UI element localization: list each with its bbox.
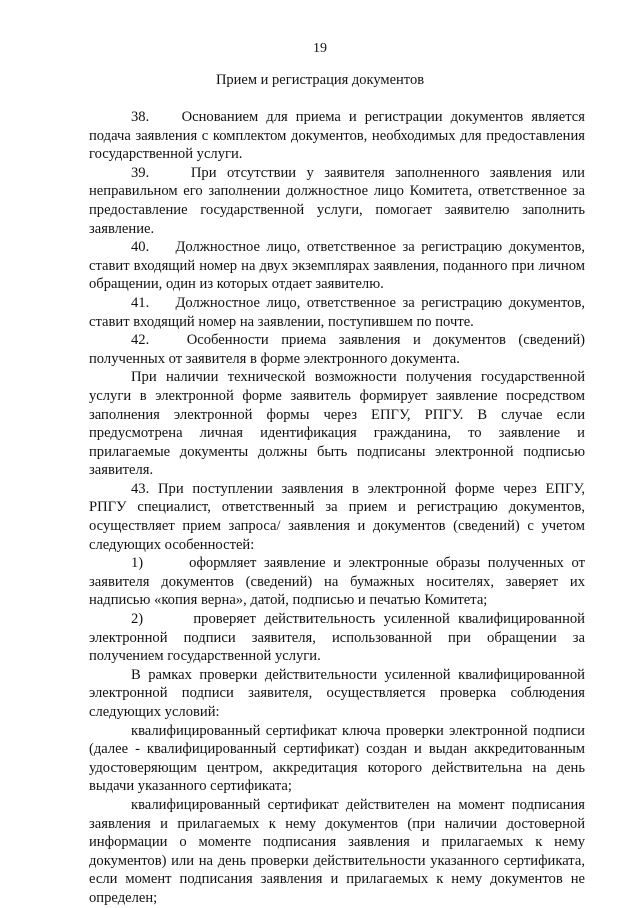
paragraph-signature-check: В рамках проверки действительности усиленной квалифицированной электронной подписи заявителя, осуществляется проверка соблюдения следующих условий:	[89, 666, 585, 720]
paragraph-39: 39. При отсутствии у заявителя заполненного заявления или неправильном его заполнении должностное лицо Комитета, ответственное за предоставление государственной услуги, помогает заявителю заполнить заявление.	[89, 164, 585, 237]
paragraph-40: 40. Должностное лицо, ответственное за регистрацию документов, ставит входящий номер на двух экземплярах заявления, поданного при личном обращении, один из которых отдает заявителю.	[89, 239, 585, 293]
paragraph-42: 42. Особенности приема заявления и документов (сведений) полученных от заявителя в форме электронного документа.	[89, 332, 585, 367]
paragraph-43: 43. При поступлении заявления в электронной форме через ЕПГУ, РПГУ специалист, ответственный за прием и регистрацию документов, осуществляет прием запроса/ заявления и документов (сведений) с учетом следующих особенностей:	[89, 480, 585, 553]
section-title: Прием и регистрация документов	[215, 72, 425, 88]
paragraph-38: 38. Основанием для приема и регистрации документов является подача заявления с комплектом документов, необходимых для предоставления государственной услуги.	[89, 109, 585, 163]
paragraph-condition-1: квалифицированный сертификат ключа проверки электронной подписи (далее - квалифицированный сертификат) создан и выдан аккредитованным удостоверяющим центром, аккредитация которого действительна на день выдачи указанного сертификата;	[89, 722, 585, 795]
page-number: 19	[313, 41, 327, 56]
paragraph-42-detail: При наличии технической возможности получения государственной услуги в электронной форме заявитель формирует заявление посредством заполнения электронной формы через ЕПГУ, РПГУ. В случае если предусмотрена личная идентификация гражданина, то заявление и прилагаемые документы должны быть подписаны электронной подписью заявителя.	[89, 369, 585, 479]
paragraph-43-item-2: 2) проверяет действительность усиленной квалифицированной электронной подписи заявителя, использованной при обращении за получением государственной услуги.	[89, 611, 585, 665]
paragraph-condition-2: квалифицированный сертификат действителен на момент подписания заявления и прилагаемых к нему документов (при наличии достоверной информации о моменте подписания заявления и прилагаемых к нему документов) или на день проверки действительности указанного сертификата, если момент подписания заявления и прилагаемых к нему документов не определен;	[89, 796, 585, 906]
paragraph-41: 41. Должностное лицо, ответственное за регистрацию документов, ставит входящий номер на заявлении, поступившем по почте.	[89, 294, 585, 330]
paragraph-43-item-1: 1) оформляет заявление и электронные образы полученных от заявителя документов (сведений) на бумажных носителях, заверяет их надписью «копия верна», датой, подписью и печатью Комитета;	[89, 555, 585, 609]
document-body	[89, 108, 585, 908]
